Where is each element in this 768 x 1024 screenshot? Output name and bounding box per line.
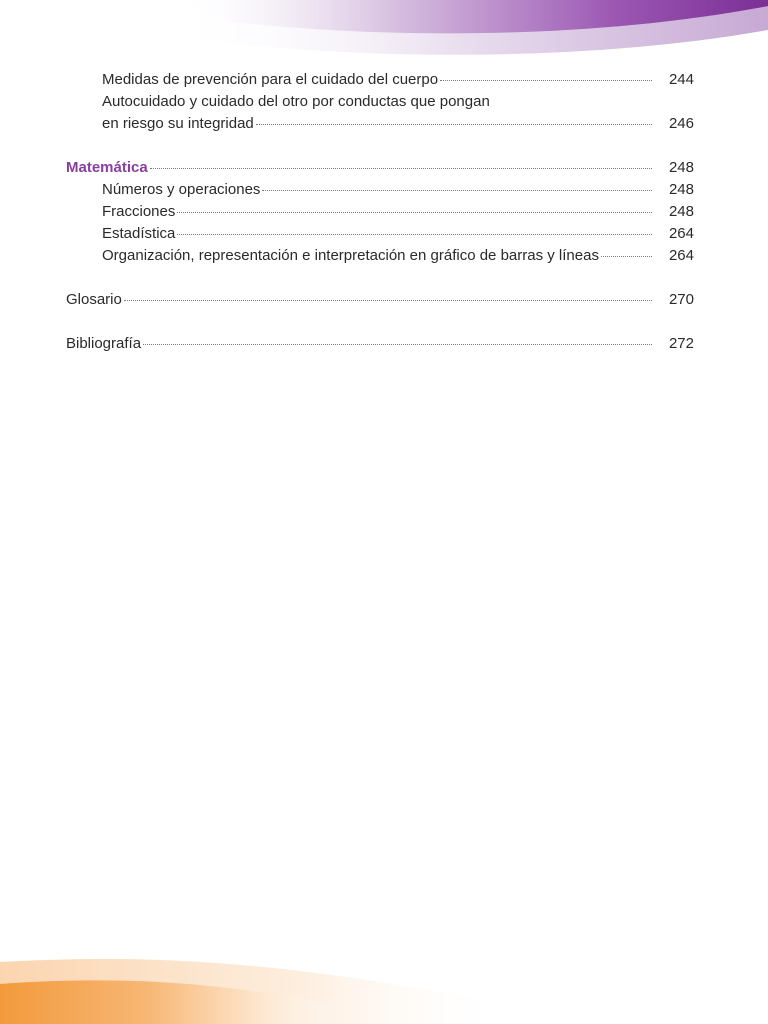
toc-entry[interactable] xyxy=(66,113,694,135)
dot-leader xyxy=(177,212,652,213)
toc-section-matematica[interactable] xyxy=(66,157,694,179)
toc-entry-label: Medidas de prevención para el cuidado del cuerpo xyxy=(102,71,439,88)
toc-entry-label: Números y operaciones xyxy=(102,181,261,198)
toc-entry-page: 246 xyxy=(668,115,694,132)
toc-entry-page: 264 xyxy=(668,247,694,264)
toc-entry-glosario[interactable] xyxy=(66,289,694,311)
top-decorative-swoosh xyxy=(0,0,768,80)
toc-entry[interactable] xyxy=(66,201,694,223)
toc-entry-label: Autocuidado y cuidado del otro por conductas que pongan xyxy=(102,93,490,110)
toc-entry-label: en riesgo su integridad xyxy=(102,115,254,132)
toc-entry-page: 248 xyxy=(668,181,694,198)
toc-entry[interactable] xyxy=(66,69,694,91)
toc-entry-label: Bibliografía xyxy=(66,335,142,352)
toc-entry[interactable] xyxy=(66,179,694,201)
toc-entry-label: Estadística xyxy=(102,225,176,242)
dot-leader xyxy=(177,234,652,235)
toc-entry[interactable] xyxy=(66,245,694,267)
table-of-contents xyxy=(66,69,694,355)
dot-leader xyxy=(262,190,652,191)
dot-leader xyxy=(440,80,652,81)
toc-entry[interactable] xyxy=(66,91,694,113)
dot-leader xyxy=(256,124,652,125)
dot-leader xyxy=(150,168,652,169)
toc-entry-page: 270 xyxy=(668,291,694,308)
toc-entry-page: 244 xyxy=(668,71,694,88)
toc-entry[interactable] xyxy=(66,223,694,245)
toc-entry-page: 264 xyxy=(668,225,694,242)
dot-leader xyxy=(601,256,652,257)
bottom-decorative-swoosh xyxy=(0,944,768,1024)
toc-entry-label: Fracciones xyxy=(102,203,176,220)
toc-entry-page: 272 xyxy=(668,335,694,352)
dot-leader xyxy=(124,300,652,301)
toc-entry-bibliografia[interactable] xyxy=(66,333,694,355)
toc-section-label: Matemática xyxy=(66,159,148,176)
toc-entry-page: 248 xyxy=(668,159,694,176)
dot-leader xyxy=(143,344,652,345)
toc-entry-label: Glosario xyxy=(66,291,122,308)
toc-entry-label: Organización, representación e interpretación en gráfico de barras y líneas xyxy=(102,247,599,264)
toc-entry-page: 248 xyxy=(668,203,694,220)
